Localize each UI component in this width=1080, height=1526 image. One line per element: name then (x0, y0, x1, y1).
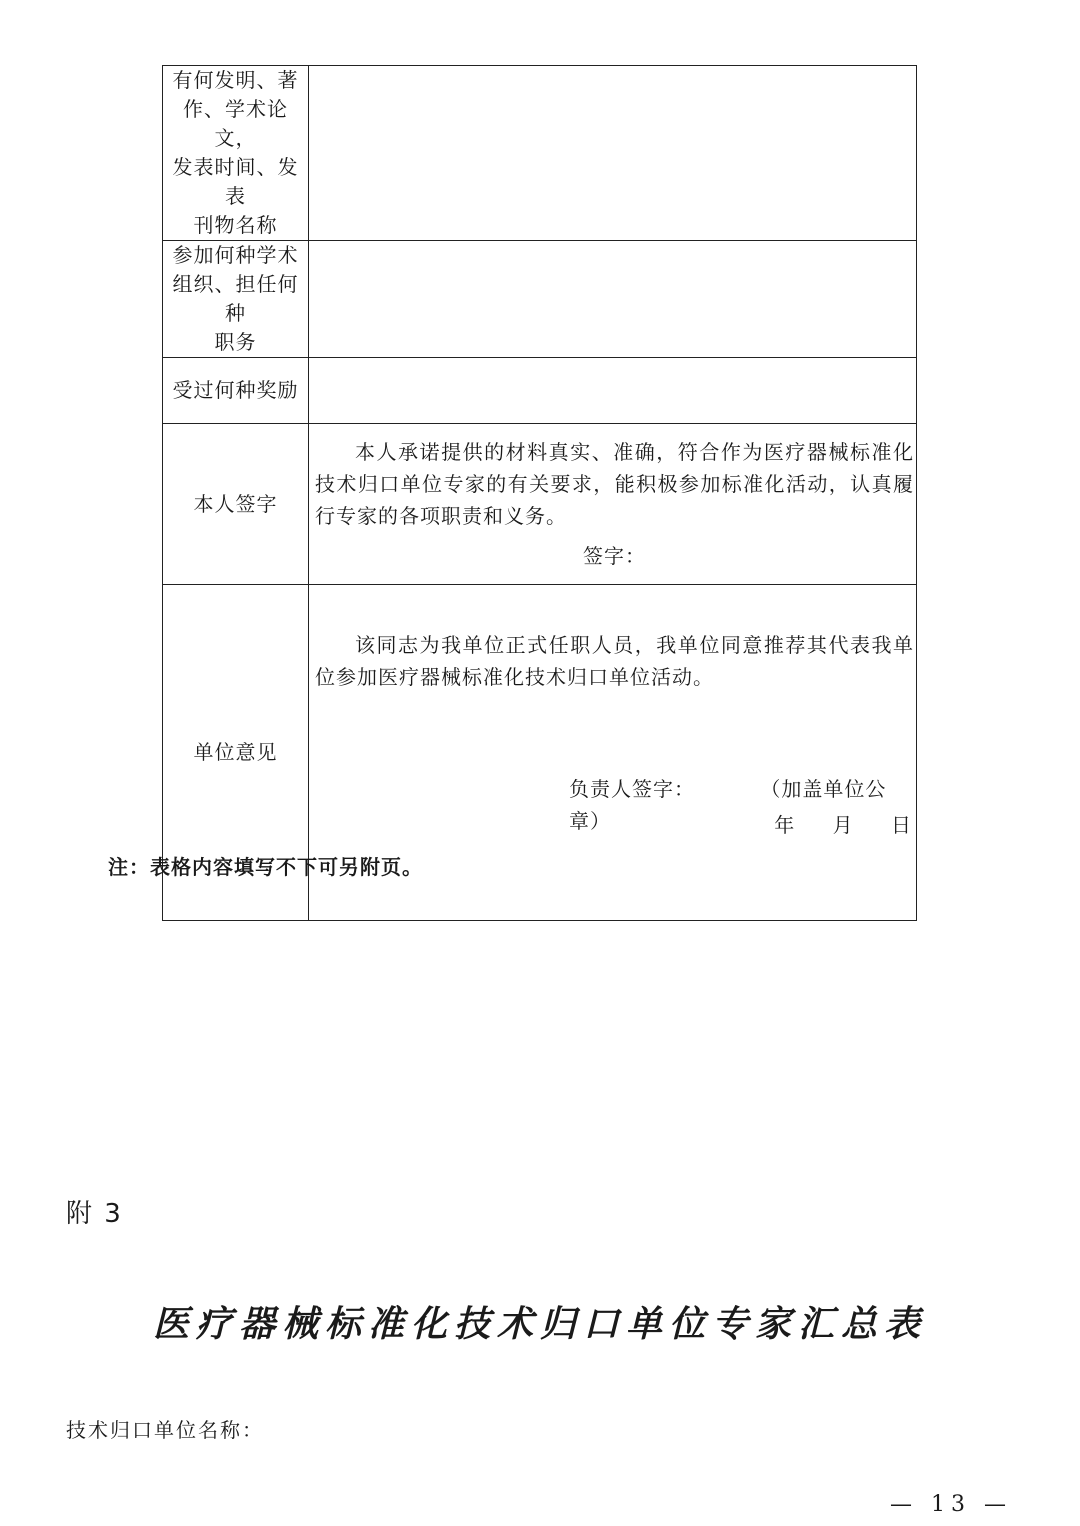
expert-info-table (162, 65, 917, 921)
awards-field[interactable] (309, 358, 917, 424)
month-label: 月 (832, 813, 854, 837)
table-row (163, 358, 917, 424)
row-label-publications (163, 66, 309, 241)
label-line: 受过何种奖励 (172, 378, 299, 402)
unit-opinion-text: 该同志为我单位正式任职人员，我单位同意推荐其代表我单位参加医疗器械标准化技术归口单位活动。 (315, 633, 914, 689)
label-line: 职务 (214, 330, 257, 354)
leader-sign-label: 负责人签字： (569, 777, 695, 801)
academic-orgs-field[interactable] (309, 241, 917, 358)
table-note: 注：表格内容填写不下可另附页。 (108, 855, 423, 879)
self-commitment-text: 本人承诺提供的材料真实、准确，符合作为医疗器械标准化技术归口单位专家的有关要求，能积极参加标准化活动，认真履行专家的各项职责和义务。 (315, 440, 914, 528)
table-row (163, 66, 917, 241)
label-line: 有何发明、著 (172, 68, 299, 92)
self-sign-cell (309, 424, 917, 585)
label-line: 参加何种学术 (172, 243, 299, 267)
label-line: 发表时间、发表 (172, 155, 299, 208)
signature-label: 签字： (583, 544, 646, 568)
label-line: 作、学术论文， (183, 97, 288, 150)
label-line: 刊物名称 (193, 213, 278, 237)
date-line (744, 809, 912, 841)
table-row (163, 241, 917, 358)
year-label: 年 (774, 813, 796, 837)
row-label-self-sign (163, 424, 309, 585)
label-line: 本人签字 (193, 491, 278, 516)
row-label-academic-orgs (163, 241, 309, 358)
page-number: — 13 — (890, 1492, 1012, 1517)
unit-name-label: 技术归口单位名称： (66, 1418, 264, 1442)
row-label-awards (163, 358, 309, 424)
annex-label: 附 3 (66, 1199, 123, 1229)
publications-field[interactable] (309, 66, 917, 241)
seal-note: （加盖单位公章） (569, 777, 887, 833)
table-row (163, 424, 917, 585)
summary-title: 医疗器械标准化技术归口单位专家汇总表 (152, 1303, 927, 1345)
day-label: 日 (891, 813, 912, 837)
label-line: 组织、担任何种 (172, 272, 299, 325)
label-line: 单位意见 (193, 740, 278, 764)
